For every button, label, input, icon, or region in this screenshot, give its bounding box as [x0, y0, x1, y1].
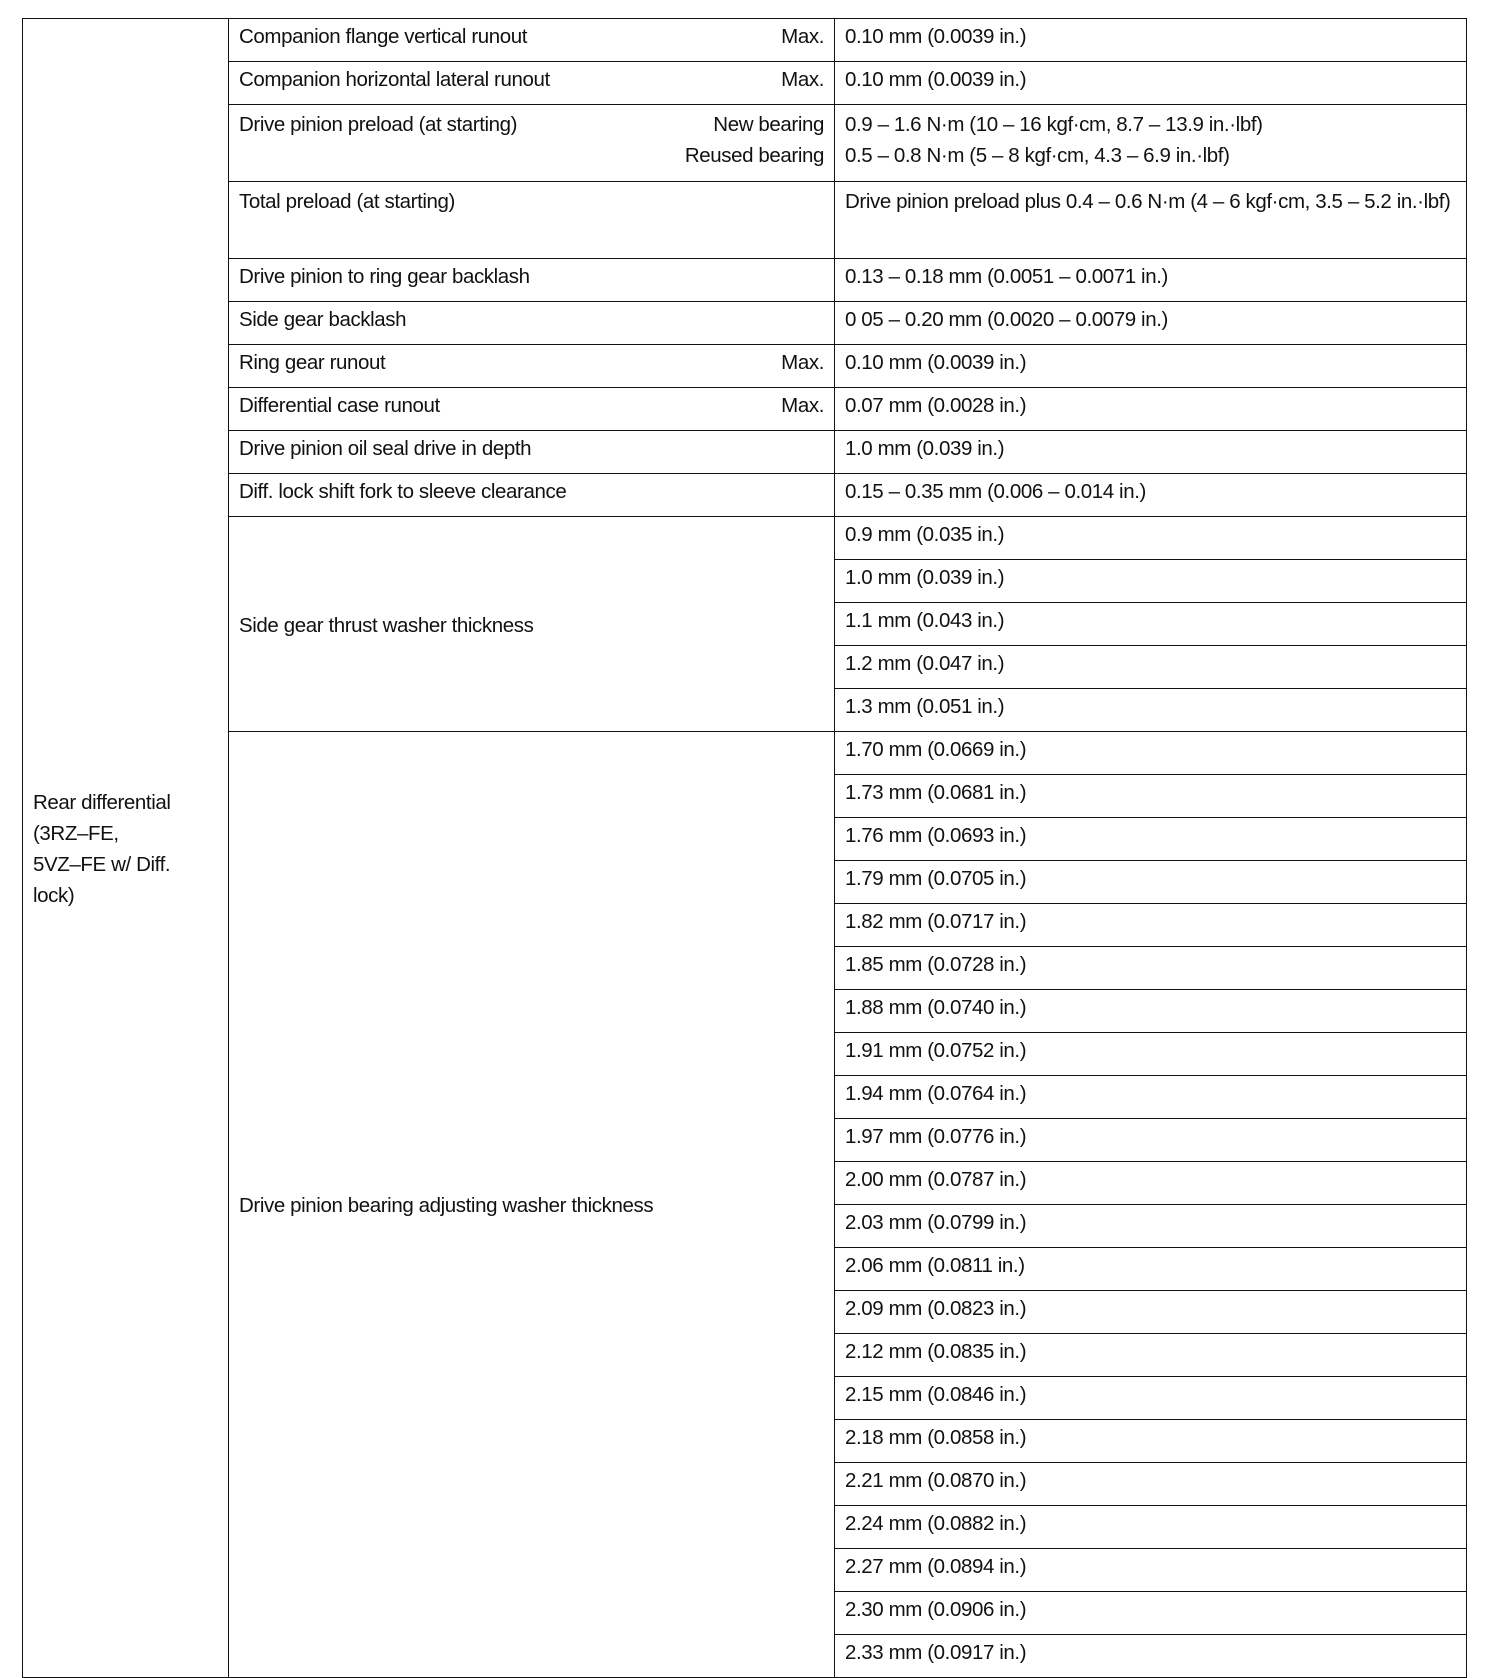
- spec-value-line: 0.9 – 1.6 N·m (10 – 16 kgf·cm, 8.7 – 13.9 in.·lbf): [845, 113, 1263, 136]
- spec-item-label: Side gear backlash: [239, 308, 407, 331]
- spec-item-label: Companion flange vertical runout: [239, 25, 528, 48]
- spec-value: [835, 105, 1467, 182]
- spec-item-label: Total preload (at starting): [239, 190, 455, 213]
- spec-value: 2.06 mm (0.0811 in.): [835, 1248, 1467, 1291]
- spec-value: 0.13 – 0.18 mm (0.0051 – 0.0071 in.): [835, 259, 1467, 302]
- spec-value: 1.82 mm (0.0717 in.): [835, 904, 1467, 947]
- table-row: [23, 345, 1467, 388]
- spec-item-label: Side gear thrust washer thickness: [239, 613, 534, 637]
- section-label-line: Rear differential: [33, 791, 171, 814]
- spec-value: 1.70 mm (0.0669 in.): [835, 732, 1467, 775]
- table-row: [23, 259, 1467, 302]
- spec-item: [229, 474, 835, 517]
- spec-qualifier: Max.: [781, 394, 824, 417]
- spec-item: [229, 517, 835, 732]
- spec-value: 0.10 mm (0.0039 in.): [835, 62, 1467, 105]
- spec-value: 2.33 mm (0.0917 in.): [835, 1635, 1467, 1678]
- spec-item: [229, 182, 835, 259]
- spec-value: 1.76 mm (0.0693 in.): [835, 818, 1467, 861]
- spec-value: 0 05 – 0.20 mm (0.0020 – 0.0079 in.): [835, 302, 1467, 345]
- spec-item-label: Drive pinion bearing adjusting washer thickness: [239, 1194, 654, 1217]
- spec-qualifier: Reused bearing: [684, 144, 824, 167]
- spec-item: [229, 388, 835, 431]
- spec-value: 1.73 mm (0.0681 in.): [835, 775, 1467, 818]
- spec-value: 0.10 mm (0.0039 in.): [835, 345, 1467, 388]
- spec-value: 1.0 mm (0.039 in.): [835, 431, 1467, 474]
- spec-qualifier: Max.: [781, 25, 824, 48]
- table-row: [23, 62, 1467, 105]
- spec-value: 2.27 mm (0.0894 in.): [835, 1549, 1467, 1592]
- spec-item: [229, 431, 835, 474]
- table-row: [23, 182, 1467, 259]
- spec-value: Drive pinion preload plus 0.4 – 0.6 N·m (4 – 6 kgf·cm, 3.5 – 5.2 in.·lbf): [835, 182, 1467, 259]
- spec-item-label: Companion horizontal lateral runout: [239, 68, 550, 91]
- spec-value: 1.79 mm (0.0705 in.): [835, 861, 1467, 904]
- spec-item: [229, 259, 835, 302]
- spec-value: 2.24 mm (0.0882 in.): [835, 1506, 1467, 1549]
- spec-value: 2.00 mm (0.0787 in.): [835, 1162, 1467, 1205]
- spec-value: 2.18 mm (0.0858 in.): [835, 1420, 1467, 1463]
- table-row: [23, 517, 1467, 560]
- section-label-line: lock): [33, 884, 75, 907]
- spec-value: 2.12 mm (0.0835 in.): [835, 1334, 1467, 1377]
- section-label: [23, 19, 229, 1678]
- table-row: [23, 431, 1467, 474]
- spec-value: 2.15 mm (0.0846 in.): [835, 1377, 1467, 1420]
- section-label-line: 5VZ–FE w/ Diff.: [33, 853, 171, 876]
- spec-qualifier: Max.: [781, 68, 824, 91]
- spec-value: 2.09 mm (0.0823 in.): [835, 1291, 1467, 1334]
- spec-value: 1.2 mm (0.047 in.): [835, 646, 1467, 689]
- table-row: [23, 474, 1467, 517]
- spec-value: 1.3 mm (0.051 in.): [835, 689, 1467, 732]
- spec-value: 1.91 mm (0.0752 in.): [835, 1033, 1467, 1076]
- spec-item: [229, 19, 835, 62]
- spec-item-label: Drive pinion oil seal drive in depth: [239, 437, 532, 460]
- section-label-line: (3RZ–FE,: [33, 822, 119, 845]
- spec-value: 0.07 mm (0.0028 in.): [835, 388, 1467, 431]
- spec-item: [229, 62, 835, 105]
- spec-item-label: Drive pinion to ring gear backlash: [239, 265, 530, 288]
- spec-item-label: Drive pinion preload (at starting): [239, 113, 518, 136]
- table-row: [23, 19, 1467, 62]
- spec-value: 1.85 mm (0.0728 in.): [835, 947, 1467, 990]
- spec-value: 1.1 mm (0.043 in.): [835, 603, 1467, 646]
- spec-value: 1.97 mm (0.0776 in.): [835, 1119, 1467, 1162]
- spec-value: 2.21 mm (0.0870 in.): [835, 1463, 1467, 1506]
- spec-value: 2.30 mm (0.0906 in.): [835, 1592, 1467, 1635]
- spec-qualifier: Max.: [781, 351, 824, 374]
- spec-table: [22, 18, 1467, 1678]
- spec-value: 1.88 mm (0.0740 in.): [835, 990, 1467, 1033]
- spec-value-line: 0.5 – 0.8 N·m (5 – 8 kgf·cm, 4.3 – 6.9 in.·lbf): [845, 144, 1230, 167]
- spec-item: [229, 302, 835, 345]
- table-row: [23, 388, 1467, 431]
- spec-item-label: Differential case runout: [239, 394, 440, 417]
- spec-value: 2.03 mm (0.0799 in.): [835, 1205, 1467, 1248]
- spec-item: [229, 732, 835, 1678]
- spec-item: [229, 345, 835, 388]
- spec-value: 0.10 mm (0.0039 in.): [835, 19, 1467, 62]
- spec-qualifier: New bearing: [713, 113, 824, 136]
- spec-value: 1.0 mm (0.039 in.): [835, 560, 1467, 603]
- spec-value: 1.94 mm (0.0764 in.): [835, 1076, 1467, 1119]
- table-row: [23, 302, 1467, 345]
- table-row: [23, 105, 1467, 182]
- spec-value: 0.9 mm (0.035 in.): [835, 517, 1467, 560]
- spec-value: 0.15 – 0.35 mm (0.006 – 0.014 in.): [835, 474, 1467, 517]
- table-row: [23, 732, 1467, 775]
- spec-item-label: Diff. lock shift fork to sleeve clearance: [239, 480, 567, 503]
- spec-item-label: Ring gear runout: [239, 351, 386, 374]
- spec-item: [229, 105, 835, 182]
